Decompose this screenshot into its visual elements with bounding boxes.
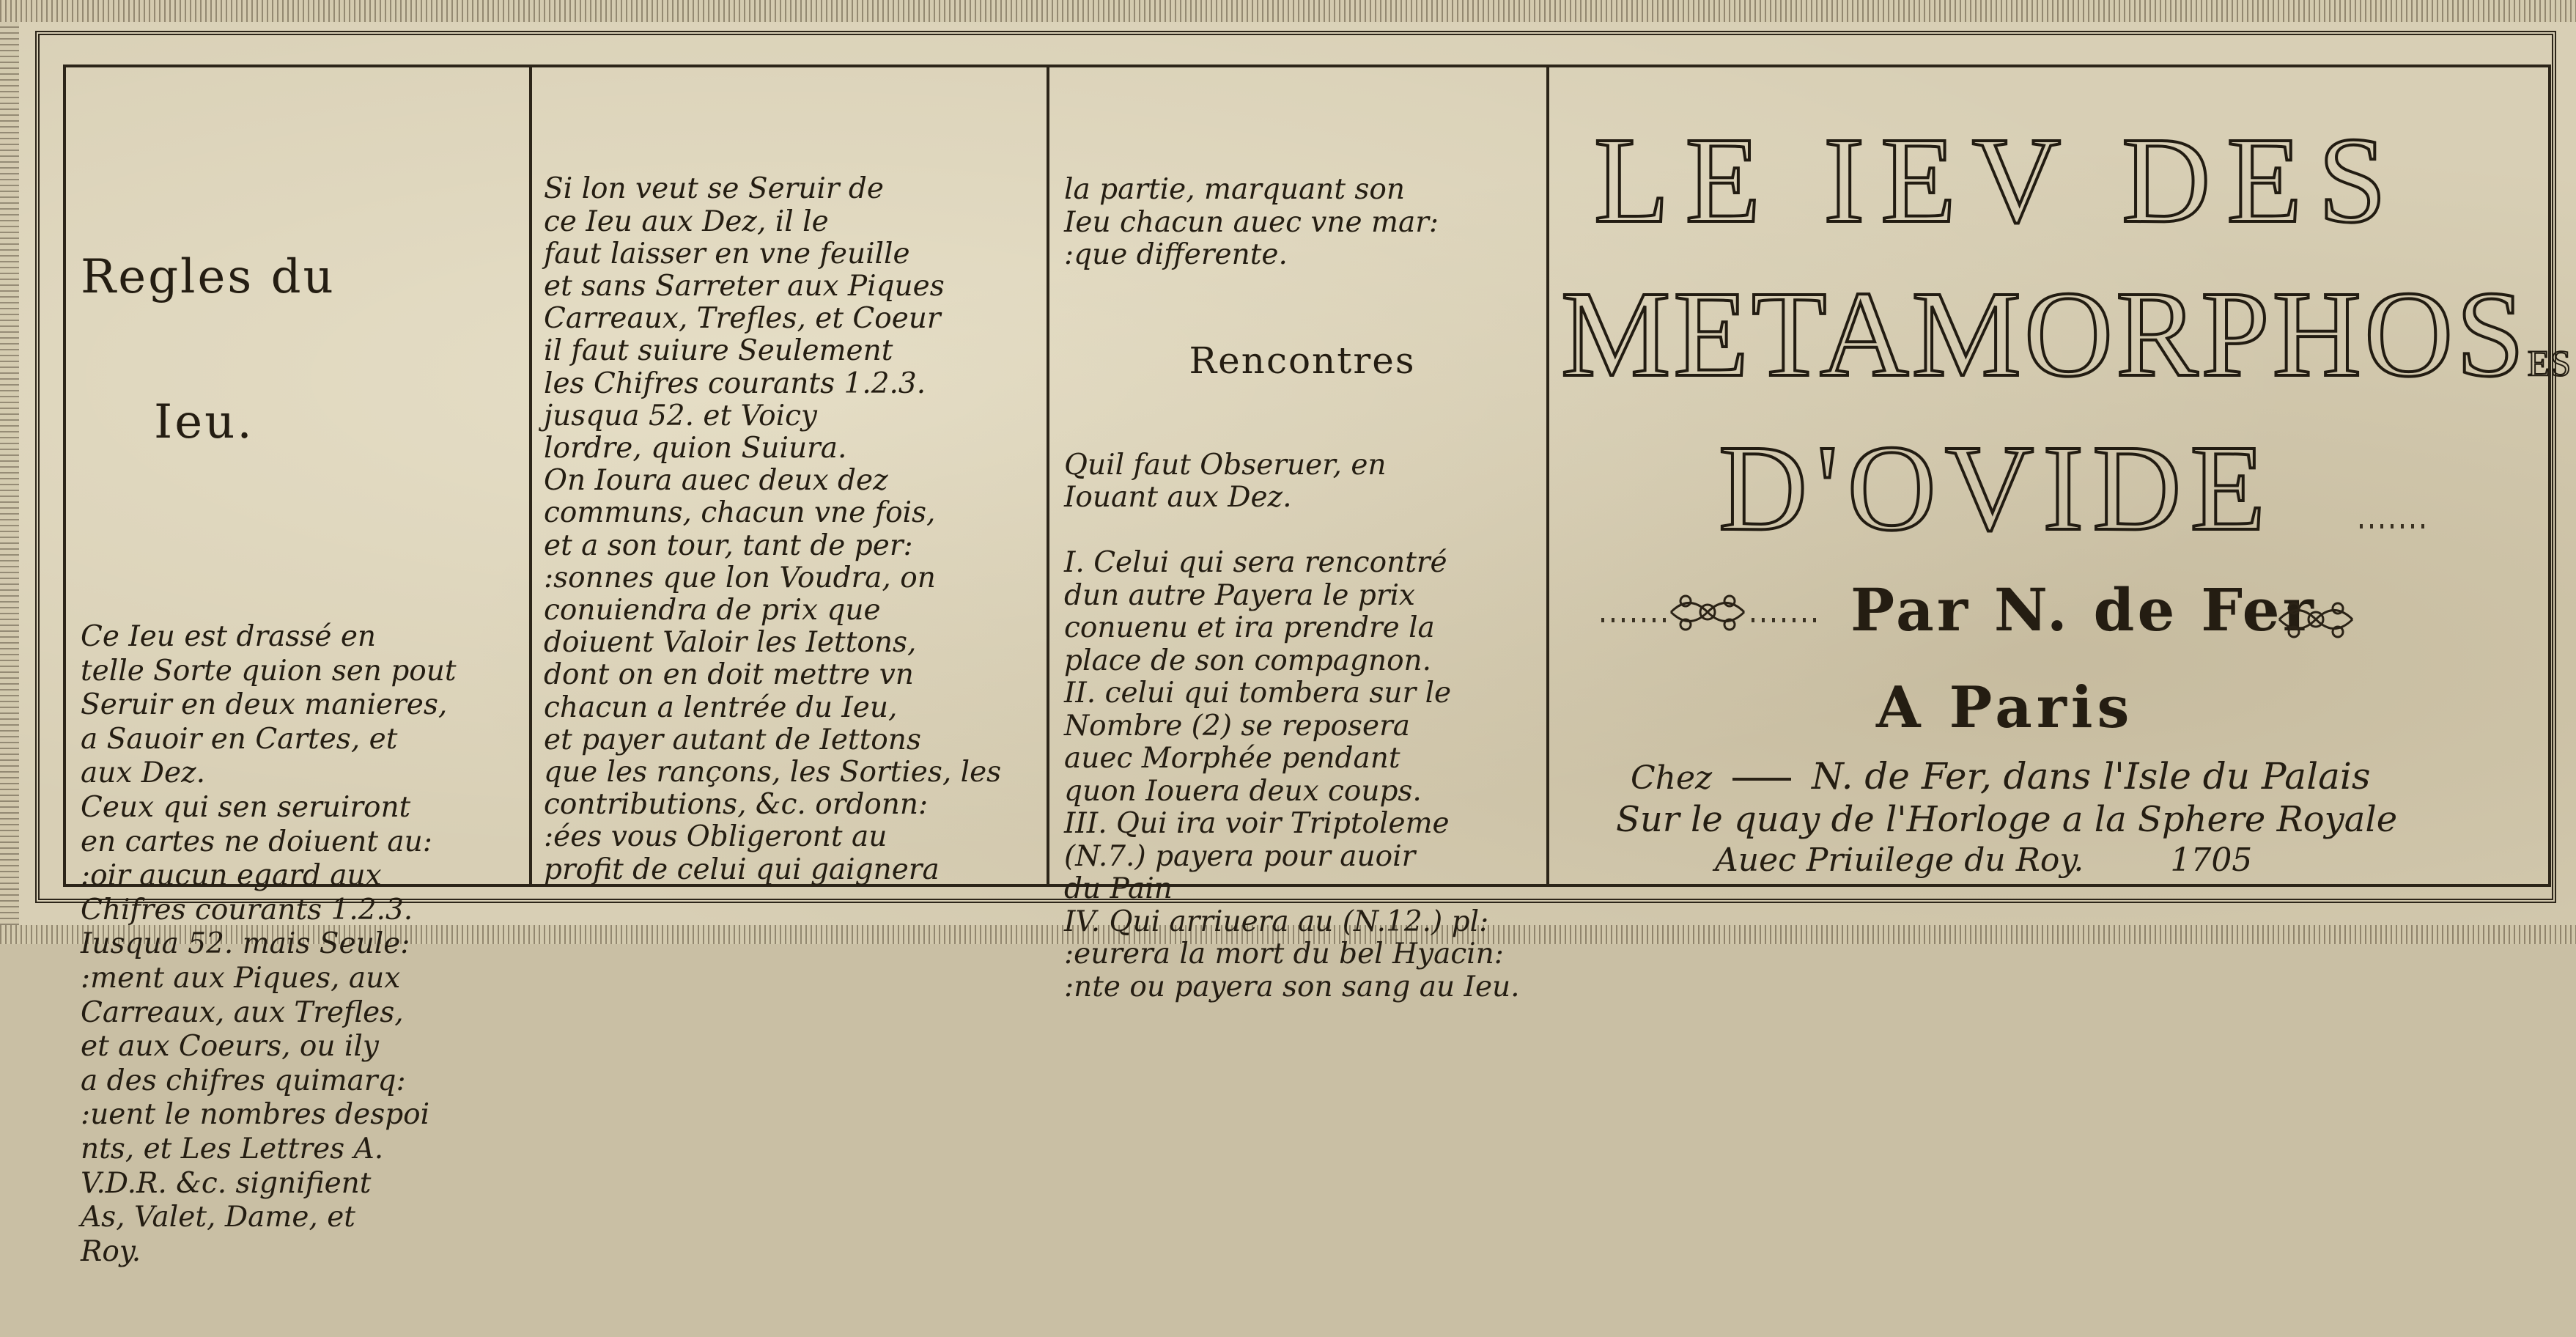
column-divider [1546,65,1549,887]
rules-title-line1: Regles du [81,250,336,304]
publisher-prefix: Chez [1631,759,1713,797]
rules-column-3 [1064,108,1540,1069]
publisher-line [1631,755,2371,798]
publisher-address: N. de Fer, dans l'Isle du Palais [1812,755,2371,798]
rules-text-col3-top: la partie, marquant son Ieu chacun auec vne mar: :que differente. [1064,173,1439,271]
rules-column-2 [544,108,1042,951]
author-line: Par N. de Fer [1850,575,2317,644]
title-line2-main: METAMORPHOS [1561,266,2528,402]
privilege-text: Auec Priuilege du Roy. [1715,841,2084,879]
rules-column-1 [81,88,520,1337]
decorative-dots [2360,524,2426,528]
flourish-ornament-left [1664,579,1752,645]
column-divider [529,65,532,887]
publisher-address-line2: Sur le quay de l'Horloge a la Sphere Royale [1616,799,2398,840]
rules-title-line2: Ieu. [154,395,254,449]
flourish-ornament-right [2272,586,2360,652]
rencontres-heading: Rencontres [1189,339,1416,382]
decorative-dots [1601,618,1667,622]
left-edge-border [0,22,19,925]
title-line2-suffix: ES [2527,342,2572,383]
title-line1: LE IEV DES [1594,112,2403,248]
top-hatched-border [0,0,2576,22]
decorative-dots [1752,618,1817,622]
title-line3: D'OVIDE [1719,420,2275,556]
column-divider [1047,65,1049,887]
title-line2 [1561,264,2572,405]
rules-title [81,156,520,543]
privilege-line [1715,841,2252,879]
year-text: 1705 [2170,841,2253,879]
city-line: A Paris [1876,674,2134,741]
rules-text-col1: Ce Ieu est drassé en telle Sorte quion sen pout Seruir en deux manieres, a Sauoir en Cartes, et aux Dez. Ceux qui sen seruiront en cartes ne doiuent au: :oir aucun egard aux Chifres courants 1.2.3. Iusqua 52. mais Seule: :ment aux Piques, aux Carreaux, aux Trefles, et aux Coeurs, ou ily a des chifres quimarq: :uent le nombres despoi nts, et Les Lettres A. V.D.R. &c. signifient As, Valet, Dame, et Roy. [81,620,457,1268]
publisher-dash [1732,778,1791,781]
rules-text-col2: Si lon veut se Seruir de ce Ieu aux Dez, il le faut laisser en vne feuille et sans Sarreter aux Piques Carreaux, Trefles, et Coeur il faut suiure Seulement les Chifres courants 1.2.3. jusqua 52. et Voicy lordre, quion Suiura. On Ioura auec deux dez communs, chacun vne fois, et a son tour, tant de per: :sonnes que lon Voudra, on conuiendra de prix que doiuent Valoir les Iettons, dont on en doit mettre vn chacun a lentrée du Ieu, et payer autant de Iettons que les rançons, les Sorties, les contributions, &c. ordonn: :ées vous Obligeront au profit de celui qui gaignera [544,172,1002,886]
rules-text-col3: Quil faut Obseruer, en Iouant aux Dez. I. Celui qui sera rencontré dun autre Payera le prix conuenu et ira prendre la place de son compagnon. II. celui qui tombera sur le Nombre (2) se reposera auec Morphée pendant quon Iouera deux coups. III. Qui ira voir Triptoleme (N.7.) payera pour auoir du Pain IV. Qui arriuera au (N.12.) pl: :eurera la mort du bel Hyacin: :nte ou payera son sang au Ieu. [1064,448,1520,1003]
